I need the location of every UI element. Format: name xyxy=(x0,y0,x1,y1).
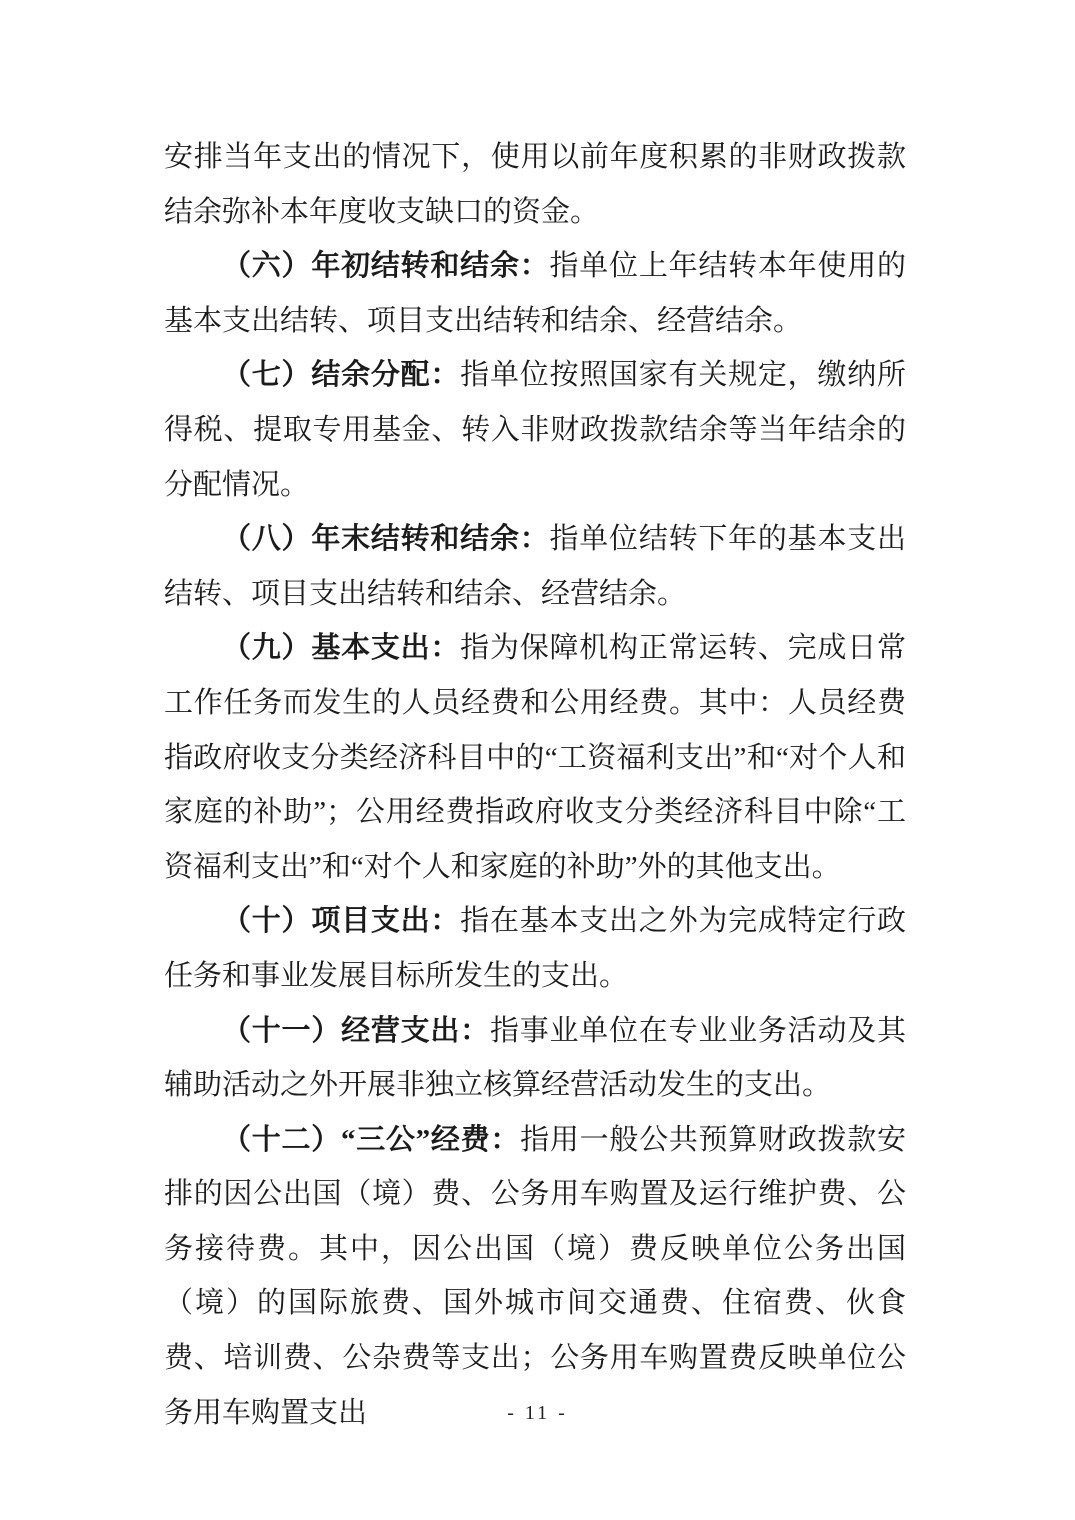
term-label: （七）结余分配： xyxy=(222,359,461,392)
paragraph xyxy=(164,1004,906,1113)
paragraph xyxy=(164,239,906,348)
paragraph-text: 指用一般公共预算财政拨款安排的因公出国（境）费、公务用车购置及运行维护费、公务接待费。其中，因公出国（境）费反映单位公务出国（境）的国际旅费、国外城市间交通费、住宿费、伙食费、培训费、公杂费等支出；公务用车购置费反映单位公务用车购置支出 xyxy=(164,1123,906,1429)
term-label: （九）基本支出： xyxy=(222,632,461,665)
paragraph xyxy=(164,1113,906,1441)
paragraph xyxy=(164,621,906,894)
paragraph-text: 指单位上年结转本年使用的基本支出结转、项目支出结转和结余、经营结余。 xyxy=(164,250,906,337)
paragraph-text: 指为保障机构正常运转、完成日常工作任务而发生的人员经费和公用经费。其中：人员经费指政府收支分类经济科目中的“工资福利支出”和“对个人和家庭的补助”；公用经费指政府收支分类经济科目中除“工资福利支出”和“对个人和家庭的补助”外的其他支出。 xyxy=(164,632,906,883)
term-label: （八）年末结转和结余： xyxy=(222,523,550,556)
paragraph-text: 指事业单位在专业业务活动及其辅助活动之外开展非独立核算经营活动发生的支出。 xyxy=(164,1014,906,1102)
paragraph-text: 安排当年支出的情况下，使用以前年度积累的非财政拨款结余弥补本年度收支缺口的资金。 xyxy=(164,141,906,228)
page-number: - 11 - xyxy=(507,1402,568,1424)
paragraph xyxy=(164,512,906,621)
paragraph xyxy=(164,348,906,512)
paragraph xyxy=(164,894,906,1003)
paragraph-text: 指在基本支出之外为完成特定行政任务和事业发展目标所发生的支出。 xyxy=(164,905,906,992)
document-body xyxy=(164,130,906,1440)
term-label: （十一）经营支出： xyxy=(222,1014,490,1047)
paragraph xyxy=(164,130,906,239)
paragraph-text: 指单位按照国家有关规定，缴纳所得税、提取专用基金、转入非财政拨款结余等当年结余的分配情况。 xyxy=(164,359,906,501)
page-footer xyxy=(0,1398,1075,1428)
paragraph-text: 指单位结转下年的基本支出结转、项目支出结转和结余、经营结余。 xyxy=(164,523,906,610)
term-label: （十二）“三公”经费： xyxy=(222,1123,521,1156)
term-label: （六）年初结转和结余： xyxy=(222,250,550,283)
term-label: （十）项目支出： xyxy=(222,905,461,938)
